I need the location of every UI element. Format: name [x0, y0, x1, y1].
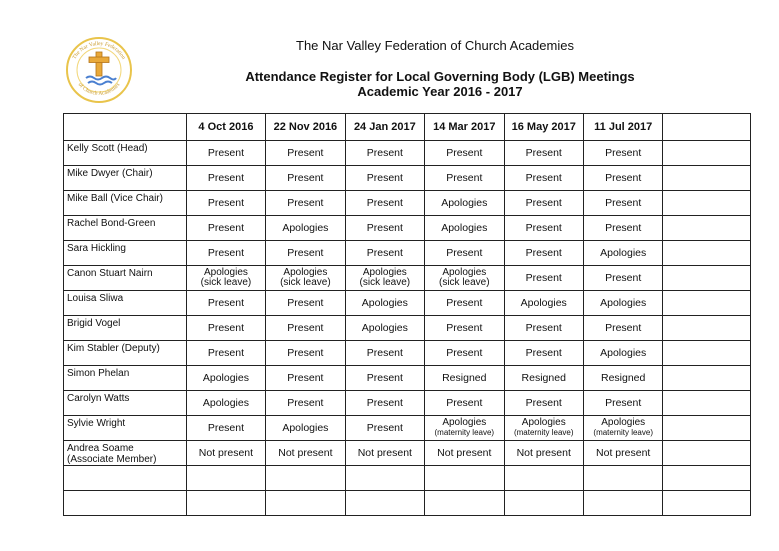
attendance-cell [186, 391, 265, 416]
governor-name: Rachel Bond-Green [64, 216, 187, 241]
attendance-cell [345, 341, 424, 366]
attendance-cell [583, 316, 662, 341]
attendance-status: Resigned [442, 372, 487, 384]
attendance-status: Present [366, 347, 403, 359]
federation-logo [62, 36, 136, 104]
governor-name: Mike Ball (Vice Chair) [64, 191, 187, 216]
attendance-status: Not present [596, 447, 651, 459]
table-row [64, 341, 751, 366]
attendance-cell [266, 291, 345, 316]
attendance-cell [663, 416, 751, 441]
attendance-status: Present [366, 147, 403, 159]
attendance-cell [425, 341, 504, 366]
attendance-status: Present [525, 272, 562, 284]
attendance-cell [663, 266, 751, 291]
attendance-note: (sick leave) [359, 277, 411, 288]
attendance-status: Present [287, 247, 324, 259]
attendance-cell [504, 491, 583, 516]
logo-text-top: The Nar Valley Federation [71, 40, 127, 61]
attendance-status: Resigned [601, 372, 646, 384]
attendance-cell [345, 141, 424, 166]
attendance-cell [266, 466, 345, 491]
attendance-cell [583, 491, 662, 516]
attendance-cell [345, 216, 424, 241]
attendance-status: Present [605, 322, 642, 334]
attendance-status: Present [366, 372, 403, 384]
attendance-cell [663, 241, 751, 266]
attendance-status: Apologies [441, 222, 488, 234]
attendance-status: Present [525, 197, 562, 209]
attendance-status: Present [525, 147, 562, 159]
column-header-name [64, 114, 187, 141]
attendance-status: Apologies [521, 417, 566, 428]
governor-name [64, 491, 187, 516]
attendance-cell [266, 266, 345, 291]
attendance-status: Present [446, 247, 483, 259]
attendance-status: Present [287, 197, 324, 209]
table-row [64, 166, 751, 191]
attendance-cell [345, 241, 424, 266]
column-header-date: 16 May 2017 [504, 114, 583, 141]
attendance-status: Present [366, 222, 403, 234]
attendance-cell [266, 141, 345, 166]
attendance-cell [663, 466, 751, 491]
attendance-status: Present [446, 347, 483, 359]
attendance-cell [345, 266, 424, 291]
attendance-status: Present [446, 147, 483, 159]
attendance-cell [425, 391, 504, 416]
attendance-cell [583, 416, 662, 441]
attendance-status: Present [605, 147, 642, 159]
attendance-cell [345, 316, 424, 341]
attendance-cell [425, 241, 504, 266]
attendance-cell [425, 466, 504, 491]
attendance-status: Apologies [600, 297, 647, 309]
attendance-cell [186, 491, 265, 516]
attendance-cell [345, 391, 424, 416]
attendance-status: Resigned [521, 372, 566, 384]
governor-name: Brigid Vogel [64, 316, 187, 341]
attendance-cell [186, 291, 265, 316]
attendance-status: Present [446, 172, 483, 184]
governor-name: Louisa Sliwa [64, 291, 187, 316]
attendance-status: Present [366, 247, 403, 259]
attendance-cell [663, 491, 751, 516]
attendance-cell [266, 341, 345, 366]
attendance-status: Present [207, 297, 245, 309]
column-header-date: 14 Mar 2017 [425, 114, 504, 141]
logo-text-bottom: of Church Academies [76, 81, 122, 97]
column-header-date: 24 Jan 2017 [345, 114, 424, 141]
attendance-cell [504, 166, 583, 191]
attendance-cell [345, 366, 424, 391]
attendance-cell [504, 291, 583, 316]
attendance-cell [663, 316, 751, 341]
attendance-cell [425, 216, 504, 241]
governor-name: Carolyn Watts [64, 391, 187, 416]
attendance-cell [345, 416, 424, 441]
logo-emblem [62, 36, 136, 104]
attendance-cell [186, 441, 265, 466]
column-header-date: 22 Nov 2016 [266, 114, 345, 141]
attendance-status: Present [605, 397, 642, 409]
attendance-cell [583, 341, 662, 366]
attendance-cell [504, 441, 583, 466]
table-row [64, 466, 751, 491]
table-row [64, 491, 751, 516]
attendance-status: Apologies [202, 372, 249, 384]
attendance-note: (sick leave) [280, 277, 331, 288]
attendance-cell [504, 141, 583, 166]
table-row [64, 416, 751, 441]
attendance-note: (sick leave) [200, 277, 252, 288]
attendance-status: Present [207, 172, 245, 184]
attendance-status: Apologies [441, 197, 488, 209]
attendance-cell [663, 366, 751, 391]
governor-name: Andrea Soame (Associate Member) [64, 441, 187, 466]
attendance-cell [345, 166, 424, 191]
attendance-cell [425, 416, 504, 441]
attendance-status: Present [525, 322, 562, 334]
attendance-status: Present [287, 347, 324, 359]
attendance-cell [266, 166, 345, 191]
attendance-status: Apologies [203, 267, 248, 278]
attendance-cell [186, 141, 265, 166]
governor-name: Mike Dwyer (Chair) [64, 166, 187, 191]
attendance-cell [504, 316, 583, 341]
document-title: Attendance Register for Local Governing Body (LGB) Meetings [245, 69, 635, 84]
organisation-name: The Nar Valley Federation of Church Academies [296, 38, 574, 53]
table-row [64, 216, 751, 241]
attendance-cell [266, 491, 345, 516]
attendance-status: Present [287, 397, 324, 409]
attendance-cell [583, 466, 662, 491]
attendance-cell [425, 266, 504, 291]
attendance-status: Apologies [600, 347, 647, 359]
attendance-cell [266, 366, 345, 391]
attendance-status: Apologies [361, 322, 408, 334]
attendance-cell [345, 291, 424, 316]
governor-name: Canon Stuart Nairn [64, 266, 187, 291]
attendance-cell [425, 316, 504, 341]
attendance-cell [266, 241, 345, 266]
table-row [64, 266, 751, 291]
attendance-cell [425, 491, 504, 516]
attendance-status: Apologies [601, 417, 646, 428]
attendance-cell [266, 416, 345, 441]
attendance-cell [504, 416, 583, 441]
attendance-cell [186, 166, 265, 191]
attendance-cell [425, 291, 504, 316]
attendance-cell [186, 191, 265, 216]
table-row [64, 316, 751, 341]
column-header-date: 11 Jul 2017 [583, 114, 662, 141]
attendance-status: Present [287, 297, 324, 309]
table-row [64, 391, 751, 416]
attendance-status: Present [446, 322, 483, 334]
attendance-cell [266, 391, 345, 416]
attendance-status: Apologies [361, 297, 408, 309]
attendance-cell [266, 191, 345, 216]
attendance-cell [583, 216, 662, 241]
table-row [64, 141, 751, 166]
attendance-status: Present [287, 172, 324, 184]
attendance-cell [504, 216, 583, 241]
attendance-cell [266, 316, 345, 341]
attendance-cell [504, 341, 583, 366]
header-row [64, 114, 751, 141]
attendance-cell [583, 191, 662, 216]
attendance-status: Apologies [282, 422, 329, 434]
attendance-cell [583, 141, 662, 166]
attendance-cell [425, 141, 504, 166]
attendance-cell [186, 341, 265, 366]
governor-name: Sylvie Wright [64, 416, 187, 441]
column-header-date: 4 Oct 2016 [186, 114, 265, 141]
attendance-cell [504, 266, 583, 291]
attendance-status: Present [366, 422, 403, 434]
attendance-cell [425, 441, 504, 466]
attendance-cell [266, 441, 345, 466]
attendance-cell [504, 466, 583, 491]
attendance-status: Present [287, 372, 324, 384]
governor-name [64, 466, 187, 491]
attendance-cell [583, 166, 662, 191]
attendance-status: Present [287, 147, 324, 159]
attendance-cell [663, 291, 751, 316]
attendance-cell [266, 216, 345, 241]
attendance-status: Present [207, 347, 245, 359]
attendance-cell [504, 191, 583, 216]
attendance-status: Not present [198, 447, 254, 459]
attendance-status: Apologies [202, 397, 249, 409]
attendance-status: Present [446, 297, 483, 309]
attendance-cell [583, 366, 662, 391]
attendance-status: Present [525, 247, 562, 259]
attendance-status: Present [525, 172, 562, 184]
attendance-cell [186, 266, 265, 291]
attendance-status: Not present [516, 447, 571, 459]
attendance-status: Apologies [442, 267, 487, 278]
attendance-status: Present [525, 222, 562, 234]
attendance-cell [663, 341, 751, 366]
attendance-status: Present [605, 222, 642, 234]
attendance-status: Present [207, 322, 245, 334]
attendance-status: Present [287, 322, 324, 334]
table-row [64, 191, 751, 216]
attendance-status: Present [605, 172, 642, 184]
attendance-cell [186, 241, 265, 266]
attendance-cell [504, 366, 583, 391]
attendance-cell [345, 491, 424, 516]
attendance-status: Present [605, 197, 642, 209]
attendance-status: Present [366, 172, 403, 184]
attendance-status: Not present [437, 447, 492, 459]
attendance-cell [186, 316, 265, 341]
attendance-cell [663, 216, 751, 241]
attendance-note: (maternity leave) [593, 428, 653, 437]
attendance-note: (maternity leave) [434, 428, 495, 437]
attendance-cell [583, 241, 662, 266]
attendance-cell [186, 466, 265, 491]
attendance-status: Apologies [520, 297, 567, 309]
attendance-cell [583, 291, 662, 316]
attendance-cell [663, 441, 751, 466]
governor-name: Kelly Scott (Head) [64, 141, 187, 166]
attendance-cell [186, 366, 265, 391]
attendance-note: (sick leave) [439, 277, 490, 288]
table-row [64, 441, 751, 466]
attendance-cell [583, 391, 662, 416]
attendance-cell [583, 441, 662, 466]
attendance-table [63, 113, 751, 516]
attendance-status: Present [525, 347, 562, 359]
table-row [64, 291, 751, 316]
attendance-cell [663, 191, 751, 216]
attendance-cell [663, 166, 751, 191]
attendance-status: Present [446, 397, 483, 409]
attendance-status: Present [366, 397, 403, 409]
governor-name: Sara Hickling [64, 241, 187, 266]
attendance-note: (maternity leave) [513, 428, 574, 437]
attendance-status: Present [207, 147, 245, 159]
attendance-status: Present [207, 222, 245, 234]
attendance-cell [663, 141, 751, 166]
table-row [64, 241, 751, 266]
attendance-status: Not present [278, 447, 333, 459]
attendance-status: Apologies [283, 267, 328, 278]
attendance-status: Present [605, 272, 642, 284]
attendance-status: Present [207, 197, 245, 209]
academic-year: Academic Year 2016 - 2017 [357, 84, 523, 99]
table-row [64, 366, 751, 391]
attendance-cell [425, 366, 504, 391]
attendance-cell [186, 416, 265, 441]
attendance-status: Present [525, 397, 562, 409]
attendance-cell [663, 391, 751, 416]
attendance-cell [425, 191, 504, 216]
governor-name: Simon Phelan [64, 366, 187, 391]
attendance-cell [345, 441, 424, 466]
attendance-cell [186, 216, 265, 241]
attendance-status: Present [207, 422, 245, 434]
attendance-status: Not present [357, 447, 412, 459]
attendance-cell [504, 241, 583, 266]
attendance-status: Present [207, 247, 245, 259]
attendance-status: Apologies [442, 417, 487, 428]
attendance-cell [345, 466, 424, 491]
attendance-status: Apologies [362, 267, 407, 278]
attendance-cell [425, 166, 504, 191]
attendance-cell [504, 391, 583, 416]
attendance-status: Apologies [600, 247, 647, 259]
attendance-cell [583, 266, 662, 291]
column-header-date [663, 114, 751, 141]
attendance-cell [345, 191, 424, 216]
governor-name: Kim Stabler (Deputy) [64, 341, 187, 366]
attendance-status: Present [366, 197, 403, 209]
attendance-status: Apologies [282, 222, 329, 234]
